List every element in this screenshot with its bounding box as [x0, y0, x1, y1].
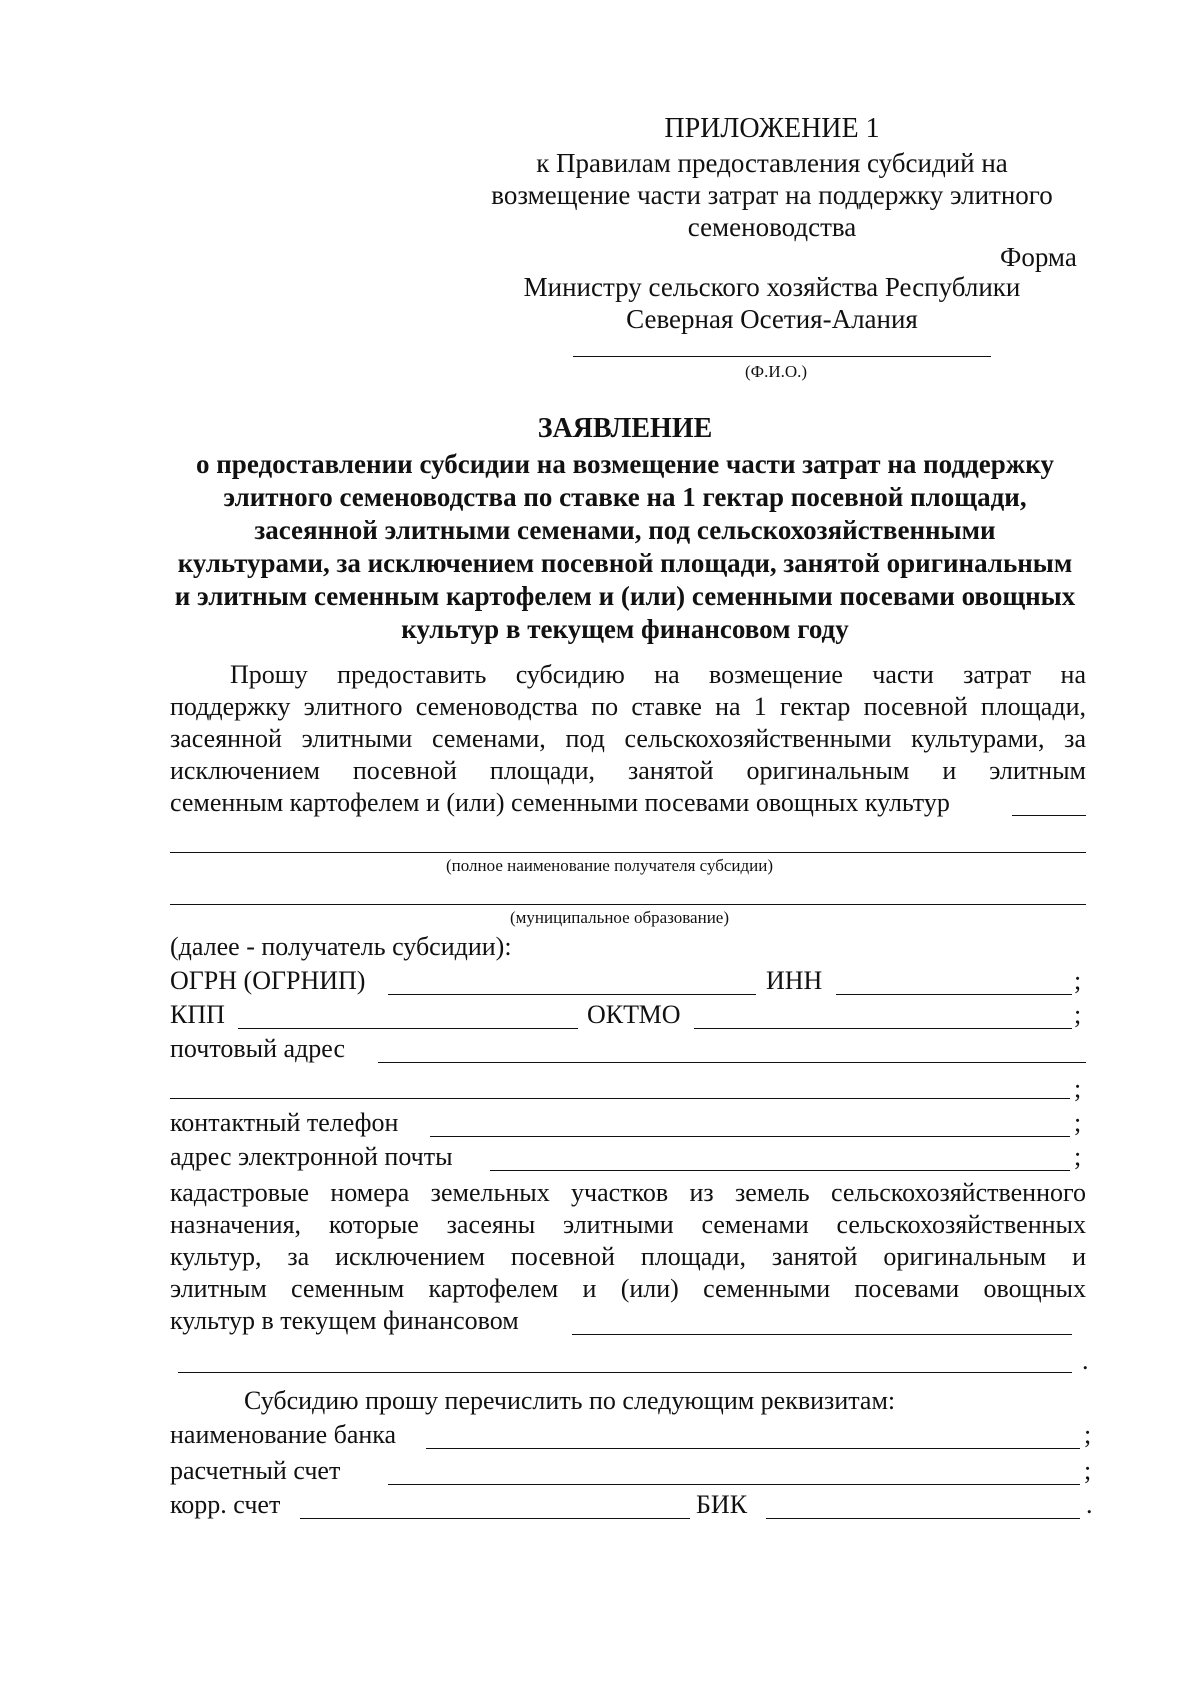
period: .	[1082, 1346, 1089, 1375]
semicolon: ;	[1074, 1108, 1082, 1137]
cadastral-field-2[interactable]	[178, 1372, 1072, 1373]
request-line-3: засеянной элитными семенами, под сельскохозяйственными культурами, за	[170, 724, 1086, 753]
title-line-2: элитного семеноводства по ставке на 1 гектар посевной площади,	[223, 482, 1027, 512]
phone-label: контактный телефон	[170, 1108, 399, 1137]
header-line-3: семеноводства	[687, 212, 857, 242]
postal-label: почтовый адрес	[170, 1034, 345, 1063]
crops-blank[interactable]	[1012, 815, 1086, 816]
semicolon: ;	[1074, 966, 1082, 995]
bank-intro: Субсидию прошу перечислить по следующим реквизитам:	[244, 1386, 896, 1415]
cadastral-line-3: культур, за исключением посевной площади, занятой оригинальным и	[170, 1242, 1086, 1271]
postal-field[interactable]	[378, 1062, 1086, 1063]
kpp-label: КПП	[170, 1000, 225, 1029]
ogrn-label: ОГРН (ОГРНИП)	[170, 966, 366, 995]
recipient-further: (далее - получатель субсидии):	[170, 932, 512, 961]
recipient-caption: (полное наименование получателя субсидии)	[446, 856, 774, 875]
addressee-line-2: Северная Осетия-Алания	[626, 304, 918, 334]
request-line-5: семенным картофелем и (или) семенными посевами овощных культур	[170, 788, 950, 817]
semicolon: ;	[1074, 1142, 1082, 1171]
semicolon: ;	[1084, 1420, 1092, 1449]
phone-field[interactable]	[430, 1136, 1070, 1137]
corr-account-field[interactable]	[300, 1518, 690, 1519]
cadastral-line-1: кадастровые номера земельных участков из земель сельскохозяйственного	[170, 1178, 1086, 1207]
corr-account-label: корр. счет	[170, 1490, 281, 1519]
addressee-line-1: Министру сельского хозяйства Республики	[523, 272, 1021, 302]
email-label: адрес электронной почты	[170, 1142, 453, 1171]
semicolon: ;	[1074, 1000, 1082, 1029]
account-field[interactable]	[388, 1484, 1080, 1485]
cadastral-field[interactable]	[572, 1334, 1072, 1335]
cadastral-line-4: элитным семенным картофелем и (или) семенными посевами овощных	[170, 1274, 1086, 1303]
bik-label: БИК	[696, 1490, 748, 1519]
postal-field-2[interactable]	[170, 1098, 1070, 1099]
title-line-4: культурами, за исключением посевной площади, занятой оригинальным	[177, 548, 1073, 578]
ogrn-field[interactable]	[388, 994, 756, 995]
inn-label: ИНН	[766, 966, 823, 995]
bank-name-label: наименование банка	[170, 1420, 397, 1449]
semicolon: ;	[1074, 1074, 1082, 1103]
email-field[interactable]	[490, 1170, 1070, 1171]
appendix-number: ПРИЛОЖЕНИЕ 1	[664, 113, 880, 144]
fio-caption: (Ф.И.О.)	[745, 362, 808, 381]
recipient-name-blank[interactable]	[170, 852, 1086, 853]
header-line-1: к Правилам предоставления субсидий на	[536, 148, 1008, 178]
cadastral-line-5: культур в текущем финансовом	[170, 1306, 519, 1335]
title-line-6: культур в текущем финансовом году	[401, 614, 849, 644]
fio-blank-line[interactable]	[573, 356, 991, 357]
request-line-4: исключением посевной площади, занятой оригинальным и элитным	[170, 756, 1086, 785]
title-line-1: о предоставлении субсидии на возмещение части затрат на поддержку	[196, 449, 1054, 479]
kpp-field[interactable]	[238, 1028, 578, 1029]
request-line-2: поддержку элитного семеноводства по ставке на 1 гектар посевной площади,	[170, 692, 1086, 721]
municipality-blank[interactable]	[170, 904, 1086, 905]
municipality-caption: (муниципальное образование)	[510, 908, 729, 927]
title-line-3: засеянной элитными семенами, под сельскохозяйственными	[254, 515, 996, 545]
inn-field[interactable]	[836, 994, 1072, 995]
bank-name-field[interactable]	[426, 1448, 1080, 1449]
semicolon: ;	[1084, 1456, 1092, 1485]
period: .	[1086, 1490, 1093, 1519]
header-line-2: возмещение части затрат на поддержку элитного	[491, 180, 1053, 210]
document-title: ЗАЯВЛЕНИЕ	[537, 413, 713, 444]
oktmo-field[interactable]	[694, 1028, 1072, 1029]
form-label: Форма	[1000, 242, 1077, 272]
cadastral-line-2: назначения, которые засеяны элитными семенами сельскохозяйственных	[170, 1210, 1086, 1239]
bik-field[interactable]	[766, 1518, 1080, 1519]
account-label: расчетный счет	[170, 1456, 341, 1485]
oktmo-label: ОКТМО	[587, 1000, 681, 1029]
title-line-5: и элитным семенным картофелем и (или) семенными посевами овощных	[174, 581, 1076, 611]
request-line-1: Прошу предоставить субсидию на возмещение части затрат на	[230, 660, 1086, 689]
